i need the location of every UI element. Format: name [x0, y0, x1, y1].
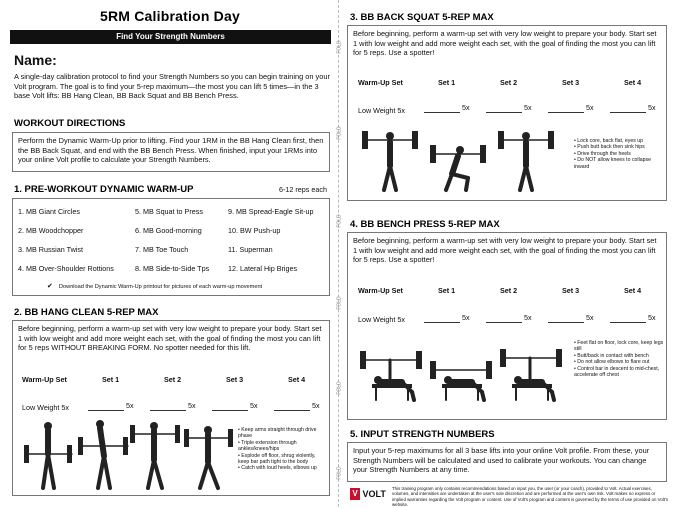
cue-item: • Explode off floor, shrug violently, keep bar path tight to the body: [238, 453, 328, 466]
hang-clean-figure-1: [24, 422, 72, 488]
warmup-box: [12, 198, 330, 296]
bench-input[interactable]: [424, 322, 460, 323]
cue-item: • Drive through the heels: [574, 151, 666, 157]
warmup-item: 7. MB Toe Touch: [135, 245, 189, 254]
clean-rep: 5x: [312, 401, 320, 410]
bench-press-figure-2: [430, 361, 492, 400]
bench-row-label: Low Weight 5x: [358, 315, 406, 324]
clean-col: Set 4: [288, 375, 306, 384]
squat-col: Warm-Up Set: [358, 78, 403, 87]
clean-input[interactable]: [274, 410, 310, 411]
squat-rep: 5x: [648, 103, 656, 112]
squat-cues: [574, 138, 666, 170]
banner: Find Your Strength Numbers: [10, 30, 331, 44]
workout-box: [12, 132, 330, 172]
squat-input[interactable]: [424, 112, 460, 113]
name-label: Name:: [14, 52, 57, 68]
input-heading: 5. INPUT STRENGTH NUMBERS: [350, 429, 495, 440]
input-box: [347, 442, 667, 482]
squat-rep: 5x: [586, 103, 594, 112]
bench-col: Set 2: [500, 286, 518, 295]
back-squat-figure-3: [498, 131, 554, 190]
bench-press-figures: [358, 348, 568, 404]
clean-cues: [238, 427, 328, 472]
workout-text: Perform the Dynamic Warm-Up prior to lifting. Find your 1RM in the BB Hang Clean first, then the BB Back Squat, and end with the BB Bench Press. When finished, input your 1RMs into your online Volt profile to calculate your Strength Numbers.: [18, 136, 324, 165]
bench-text: Before beginning, perform a warm-up set with very low weight to prepare your body. Start set 1 with low weight and add more weight each set, with the goal of finding the most you can lift for 5 reps. Use a spotter!: [353, 236, 657, 265]
warmup-heading: 1. PRE-WORKOUT DYNAMIC WARM-UP: [14, 184, 194, 195]
bench-rep: 5x: [524, 313, 532, 322]
clean-row-label: Low Weight 5x: [22, 403, 70, 412]
warmup-item: 8. MB Side-to-Side Tps: [135, 264, 210, 273]
squat-rep: 5x: [462, 103, 470, 112]
bench-press-figure-3: [500, 349, 562, 400]
bench-cues: [574, 340, 666, 378]
squat-row-label: Low Weight 5x: [358, 106, 406, 115]
fold-label: FOLD: [336, 214, 343, 228]
clean-col: Set 3: [226, 375, 244, 384]
bench-col: Set 1: [438, 286, 456, 295]
cue-item: • Do not allow elbows to flare out: [574, 359, 666, 365]
warmup-item: 9. MB Spread-Eagle Sit-up: [228, 207, 314, 216]
warmup-item: 1. MB Giant Circles: [18, 207, 80, 216]
cue-item: • Lock core, back flat, eyes up: [574, 138, 666, 144]
back-squat-figure-2: [430, 145, 486, 190]
intro-text: A single-day calibration protocol to find your Strength Numbers so you can begin training on your Volt program. The goal is to find your 5-rep maximum—the most you can lift 5 times—in the 3 base Volt lifts: BB Hang Clean, BB Back Squat and BB Bench Press.: [14, 72, 330, 101]
cue-item: • Do NOT allow knees to collapse inward: [574, 157, 666, 170]
clean-input[interactable]: [150, 410, 186, 411]
legal-text: This training program only contains recommendations based on input you, the user (or your coach), provided to Volt. Actual exercises, volumes, and intensities are undertaken at the user's sole discretion and are performed at the user's own risk. Volt makes no express or implied warranties regarding the Volt program or content. Use of Volt's program and content is governed by the terms of use provided on Volt's website.: [392, 486, 668, 508]
checkmark-icon: ✔: [47, 283, 53, 290]
bench-press-figure-1: [360, 351, 422, 400]
warmup-item: 4. MB Over-Shoulder Rottions: [18, 264, 114, 273]
bench-col: Set 3: [562, 286, 580, 295]
fold-label: FOLD: [336, 40, 343, 54]
clean-col: Set 1: [102, 375, 120, 384]
hang-clean-figure-4: [184, 426, 233, 488]
back-squat-figures: [358, 128, 570, 194]
fold-label: FOLD: [336, 381, 343, 395]
cue-item: • Catch with loud heels, elbows up: [238, 465, 328, 471]
squat-rep: 5x: [524, 103, 532, 112]
squat-col: Set 1: [438, 78, 456, 87]
volt-shield-icon: V: [350, 488, 360, 500]
cue-item: • Triple extension through ankles/knees/hips: [238, 440, 328, 453]
warmup-download-note: Download the Dynamic Warm-Up printout for pictures of each warm-up movement: [59, 284, 263, 290]
clean-input[interactable]: [88, 410, 124, 411]
squat-text: Before beginning, perform a warm-up set with very low weight to prepare your body. Start set 1 with low weight and add more weight each set, with the goal of finding the most you can lift for 5 reps. Use a spotter!: [353, 29, 657, 58]
fold-label: FOLD: [336, 126, 343, 140]
squat-input[interactable]: [486, 112, 522, 113]
bench-input[interactable]: [548, 322, 584, 323]
clean-text: Before beginning, perform a warm-up set with very low weight to prepare your body. Start set 1 with low weight and add more weight each set, with the goal of finding the most you can lift for 5 reps WITHOUT BREAKING FORM. No spotter needed for this lift.: [18, 324, 322, 353]
clean-rep: 5x: [250, 401, 258, 410]
fold-line: [338, 0, 339, 507]
cue-item: • Control bar in descent to mid-chest, accelerate off chest: [574, 366, 666, 379]
bench-rep: 5x: [648, 313, 656, 322]
bench-rep: 5x: [586, 313, 594, 322]
clean-col: Set 2: [164, 375, 182, 384]
clean-input[interactable]: [212, 410, 248, 411]
bench-col: Warm-Up Set: [358, 286, 403, 295]
warmup-item: 5. MB Squat to Press: [135, 207, 203, 216]
bench-rep: 5x: [462, 313, 470, 322]
fold-label: FOLD: [336, 296, 343, 310]
volt-logo: [350, 488, 386, 500]
squat-heading: 3. BB BACK SQUAT 5-REP MAX: [350, 12, 494, 23]
warmup-item: 10. BW Push-up: [228, 226, 281, 235]
clean-col: Warm-Up Set: [22, 375, 67, 384]
squat-col: Set 2: [500, 78, 518, 87]
hang-clean-figure-2: [78, 420, 128, 488]
cue-item: • Keep arms straight through drive phase: [238, 427, 328, 440]
warmup-item: 12. Lateral Hip Briges: [228, 264, 298, 273]
squat-col: Set 3: [562, 78, 580, 87]
bench-input[interactable]: [486, 322, 522, 323]
bench-heading: 4. BB BENCH PRESS 5-REP MAX: [350, 219, 500, 230]
input-text: Input your 5-rep maximums for all 3 base lifts into your online Volt profile. From these, your Strength Numbers will be calculated and used to calibrate your workouts. You can change your Strength Numbers at any time.: [353, 446, 650, 475]
hang-clean-figures: [22, 416, 234, 494]
warmup-item: 3. MB Russian Twist: [18, 245, 83, 254]
cue-item: • Butt/back in contact with bench: [574, 353, 666, 359]
warmup-item: 6. MB Good-morning: [135, 226, 202, 235]
fold-label: FOLD: [336, 466, 343, 480]
page-title: 5RM Calibration Day: [100, 8, 240, 24]
warmup-item: 2. MB Woodchopper: [18, 226, 84, 235]
clean-heading: 2. BB HANG CLEAN 5-REP MAX: [14, 307, 159, 318]
workout-heading: WORKOUT DIRECTIONS: [14, 118, 126, 129]
cue-item: • Push butt back then sink hips: [574, 144, 666, 150]
volt-logo-text: VOLT: [362, 489, 386, 499]
hang-clean-figure-3: [130, 422, 180, 488]
back-squat-figure-1: [362, 131, 418, 190]
squat-input[interactable]: [610, 112, 646, 113]
warmup-reps: 6-12 reps each: [279, 185, 327, 194]
clean-rep: 5x: [126, 401, 134, 410]
bench-input[interactable]: [610, 322, 646, 323]
clean-rep: 5x: [188, 401, 196, 410]
cue-item: • Feet flat on floor, lock core, keep legs still: [574, 340, 666, 353]
warmup-item: 11. Superman: [228, 245, 273, 254]
squat-input[interactable]: [548, 112, 584, 113]
squat-col: Set 4: [624, 78, 642, 87]
bench-col: Set 4: [624, 286, 642, 295]
